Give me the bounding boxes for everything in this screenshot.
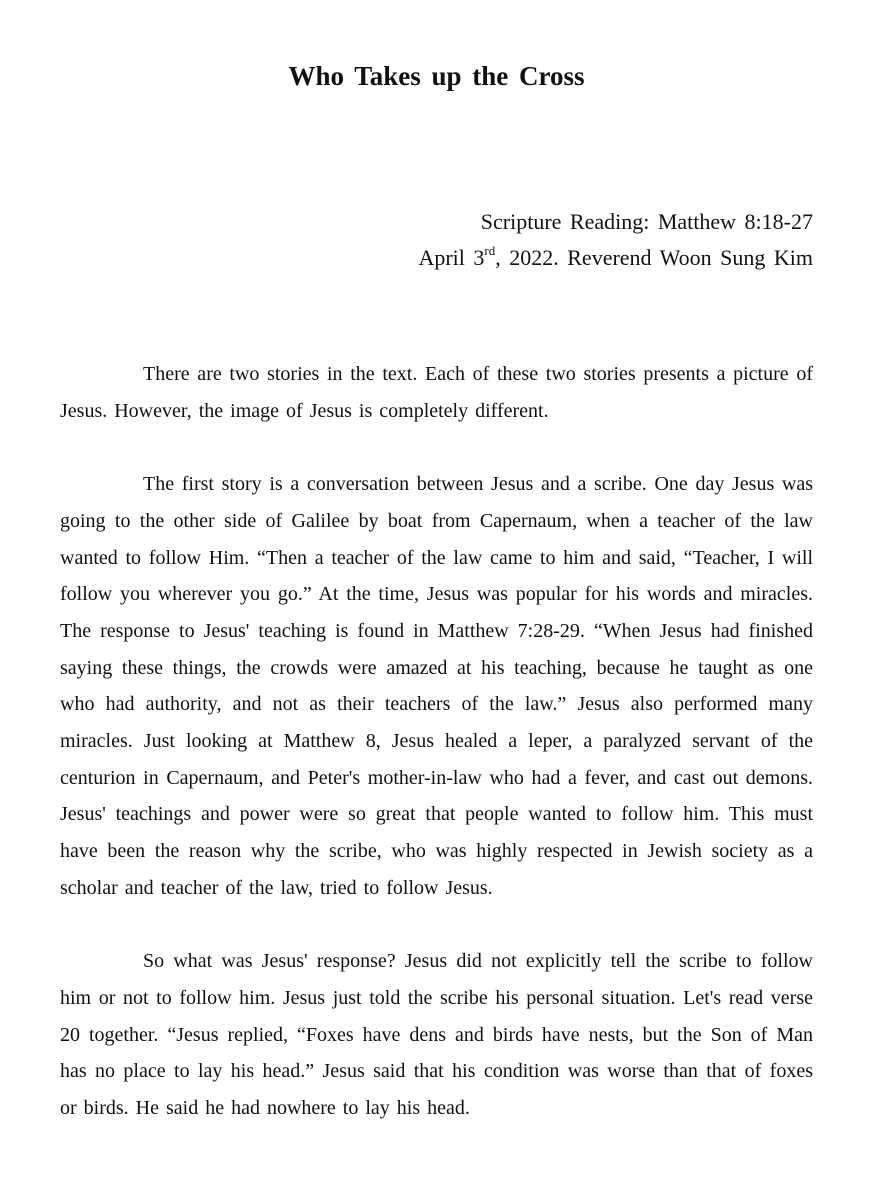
sermon-meta: [418, 204, 813, 276]
sermon-date-line: [418, 240, 813, 276]
date-ordinal-suffix: rd: [484, 242, 496, 258]
document-title: Who Takes up the Cross: [288, 61, 585, 91]
body-paragraph: There are two stories in the text. Each of these two stories presents a picture of Jesus. However, the image of Jesus is completely different.: [60, 363, 813, 422]
date-and-author: , 2022. Reverend Woon Sung Kim: [495, 245, 813, 270]
date-prefix: April 3: [418, 245, 485, 270]
scripture-reading: Scripture Reading: Matthew 8:18-27: [480, 209, 813, 234]
sermon-body: [60, 356, 813, 1163]
body-paragraph: So what was Jesus' response? Jesus did not explicitly tell the scribe to follow him or not to follow him. Jesus just told the scribe his personal situation. Let's read verse 20 together. “Jesus replied, “Foxes have dens and birds have nests, but the Son of Man has no place to lay his head.” Jesus said that his condition was worse than that of foxes or birds. He said he had nowhere to lay his head.: [60, 950, 813, 1120]
body-paragraph: The first story is a conversation between Jesus and a scribe. One day Jesus was going to the other side of Galilee by boat from Capernaum, when a teacher of the law wanted to follow Him. “Then a teacher of the law came to him and said, “Teacher, I will follow you wherever you go.” At the time, Jesus was popular for his words and miracles. The response to Jesus' teaching is found in Matthew 7:28-29. “When Jesus had finished saying these things, the crowds were amazed at his teaching, because he taught as one who had authority, and not as their teachers of the law.” Jesus also performed many miracles. Just looking at Matthew 8, Jesus healed a leper, a paralyzed servant of the centurion in Capernaum, and Peter's mother-in-law who had a fever, and cast out demons. Jesus' teachings and power were so great that people wanted to follow him. This must have been the reason why the scribe, who was highly respected in Jewish society as a scholar and teacher of the law, tried to follow Jesus.: [60, 473, 813, 899]
